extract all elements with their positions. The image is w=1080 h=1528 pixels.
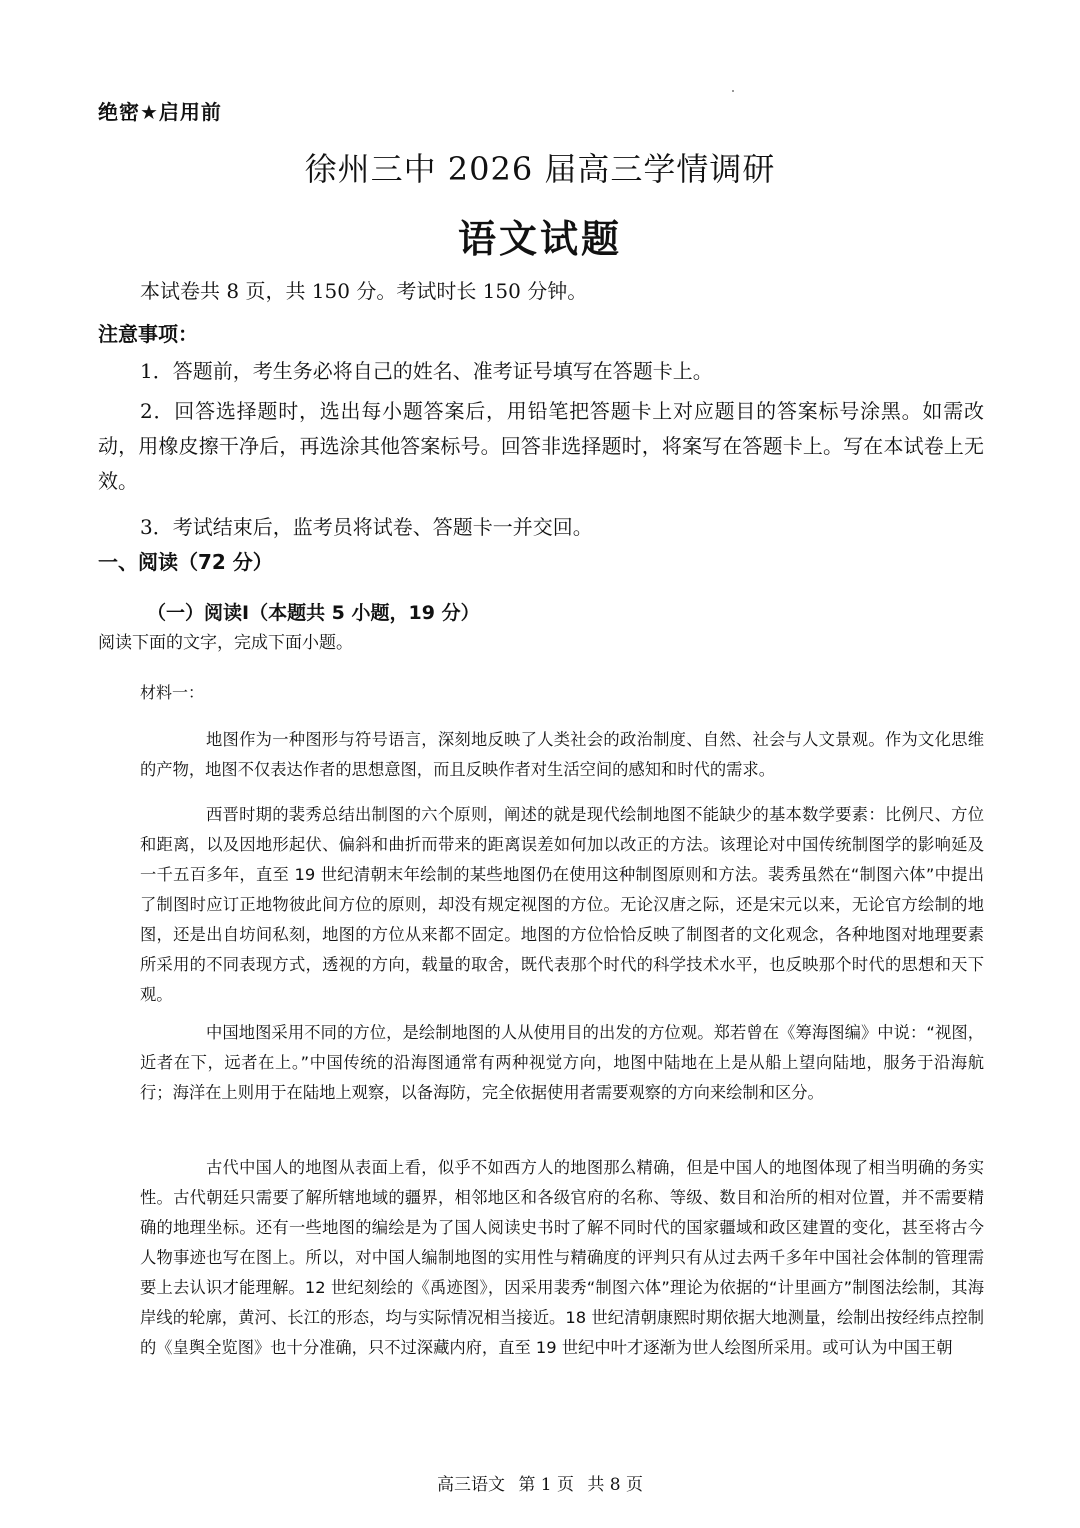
exam-info: 本试卷共 8 页，共 150 分。考试时长 150 分钟。 <box>140 279 588 303</box>
reading-instruction: 阅读下面的文字，完成下面小题。 <box>98 633 353 653</box>
material-label: 材料一： <box>140 683 205 702</box>
notice-item: 1．答题前，考生务必将自己的姓名、准考证号填写在答题卡上。 <box>140 359 713 383</box>
material-paragraph: 地图作为一种图形与符号语言，深刻地反映了人类社会的政治制度、自然、社会与人文景观。作为文化思维的产物，地图不仅表达作者的思想意图，而且反映作者对生活空间的感知和时代的需求。 <box>140 730 984 779</box>
exam-title: 徐州三中 2026 届高三学情调研 <box>304 150 776 188</box>
footer-page-current: 第 1 页 <box>518 1475 574 1495</box>
footer-page-total: 共 8 页 <box>587 1475 644 1495</box>
material-paragraph: 中国地图采用不同的方位，是绘制地图的人从使用目的出发的方位观。郑若曾在《筹海图编》中说：“视图，近者在下，远者在上。”中国传统的沿海图通常有两种视觉方向，地图中陆地在上是从船上望向陆地，服务于沿海航行；海洋在上则用于在陆地上观察，以备海防，完全依据使用者需要观察的方向来绘制和区分。 <box>140 1023 984 1102</box>
notice-item: 3．考试结束后，监考员将试卷、答题卡一并交回。 <box>140 515 593 539</box>
footer-subject: 高三语文 <box>436 1475 505 1495</box>
material-paragraph: 西晋时期的裴秀总结出制图的六个原则，阐述的就是现代绘制地图不能缺少的基本数学要素：比例尺、方位和距离，以及因地形起伏、偏斜和曲折而带来的距离误差如何加以改正的方法。该理论对中国传统制图学的影响延及一千五百多年，直至 19 世纪清朝末年绘制的某些地图仍在使用这种制图原则和方法。裴秀虽然在“制图六体”中提出了制图时应订正地物彼此间方位的原则，却没有规定视图的方位。无论汉唐之际，还是宋元以来，无论官方绘制的地图，还是出自坊间私刻，地图的方位从来都不固定。地图的方位恰恰反映了制图者的文化观念，各种地图对地理要素所采用的不同表现方式，透视的方向，载量的取舍，既代表那个时代的科学技术水平，也反映那个时代的思想和天下观。 <box>140 805 984 1004</box>
sub-section-heading: （一）阅读I（本题共 5 小题，19 分） <box>147 602 480 624</box>
page-footer <box>0 1470 1080 1495</box>
section-heading: 一、阅读（72 分） <box>98 550 273 574</box>
notice-item: 2．回答选择题时，选出每小题答案后，用铅笔把答题卡上对应题目的答案标号涂黑。如需改动，用橡皮擦干净后，再选涂其他答案标号。回答非选择题时，将案写在答题卡上。写在本试卷上无效。 <box>98 399 984 493</box>
material-paragraph: 古代中国人的地图从表面上看，似乎不如西方人的地图那么精确，但是中国人的地图体现了相当明确的务实性。古代朝廷只需要了解所辖地域的疆界，相邻地区和各级官府的名称、等级、数目和治所的相对位置，并不需要精确的地理坐标。还有一些地图的编绘是为了国人阅读史书时了解不同时代的国家疆域和政区建置的变化，甚至将古今人物事迹也写在图上。所以，对中国人编制地图的实用性与精确度的评判只有从过去两千多年中国社会体制的管理需要上去认识才能理解。12 世纪刻绘的《禹迹图》，因采用裴秀“制图六体”理论为依据的“计里画方”制图法绘制，其海岸线的轮廓，黄河、长江的形态，均与实际情况相当接近。18 世纪清朝康熙时期依据大地测量，绘制出按经纬点控制的《皇舆全览图》也十分准确，只不过深藏内府，直至 19 世纪中叶才逐渐为世人绘图所采用。或可认为中国王朝 <box>140 1158 984 1357</box>
notice-heading: 注意事项： <box>98 322 198 346</box>
subject-title: 语文试题 <box>457 217 622 261</box>
scan-speck <box>732 90 734 92</box>
confidential-label: 绝密★启用前 <box>98 100 222 124</box>
